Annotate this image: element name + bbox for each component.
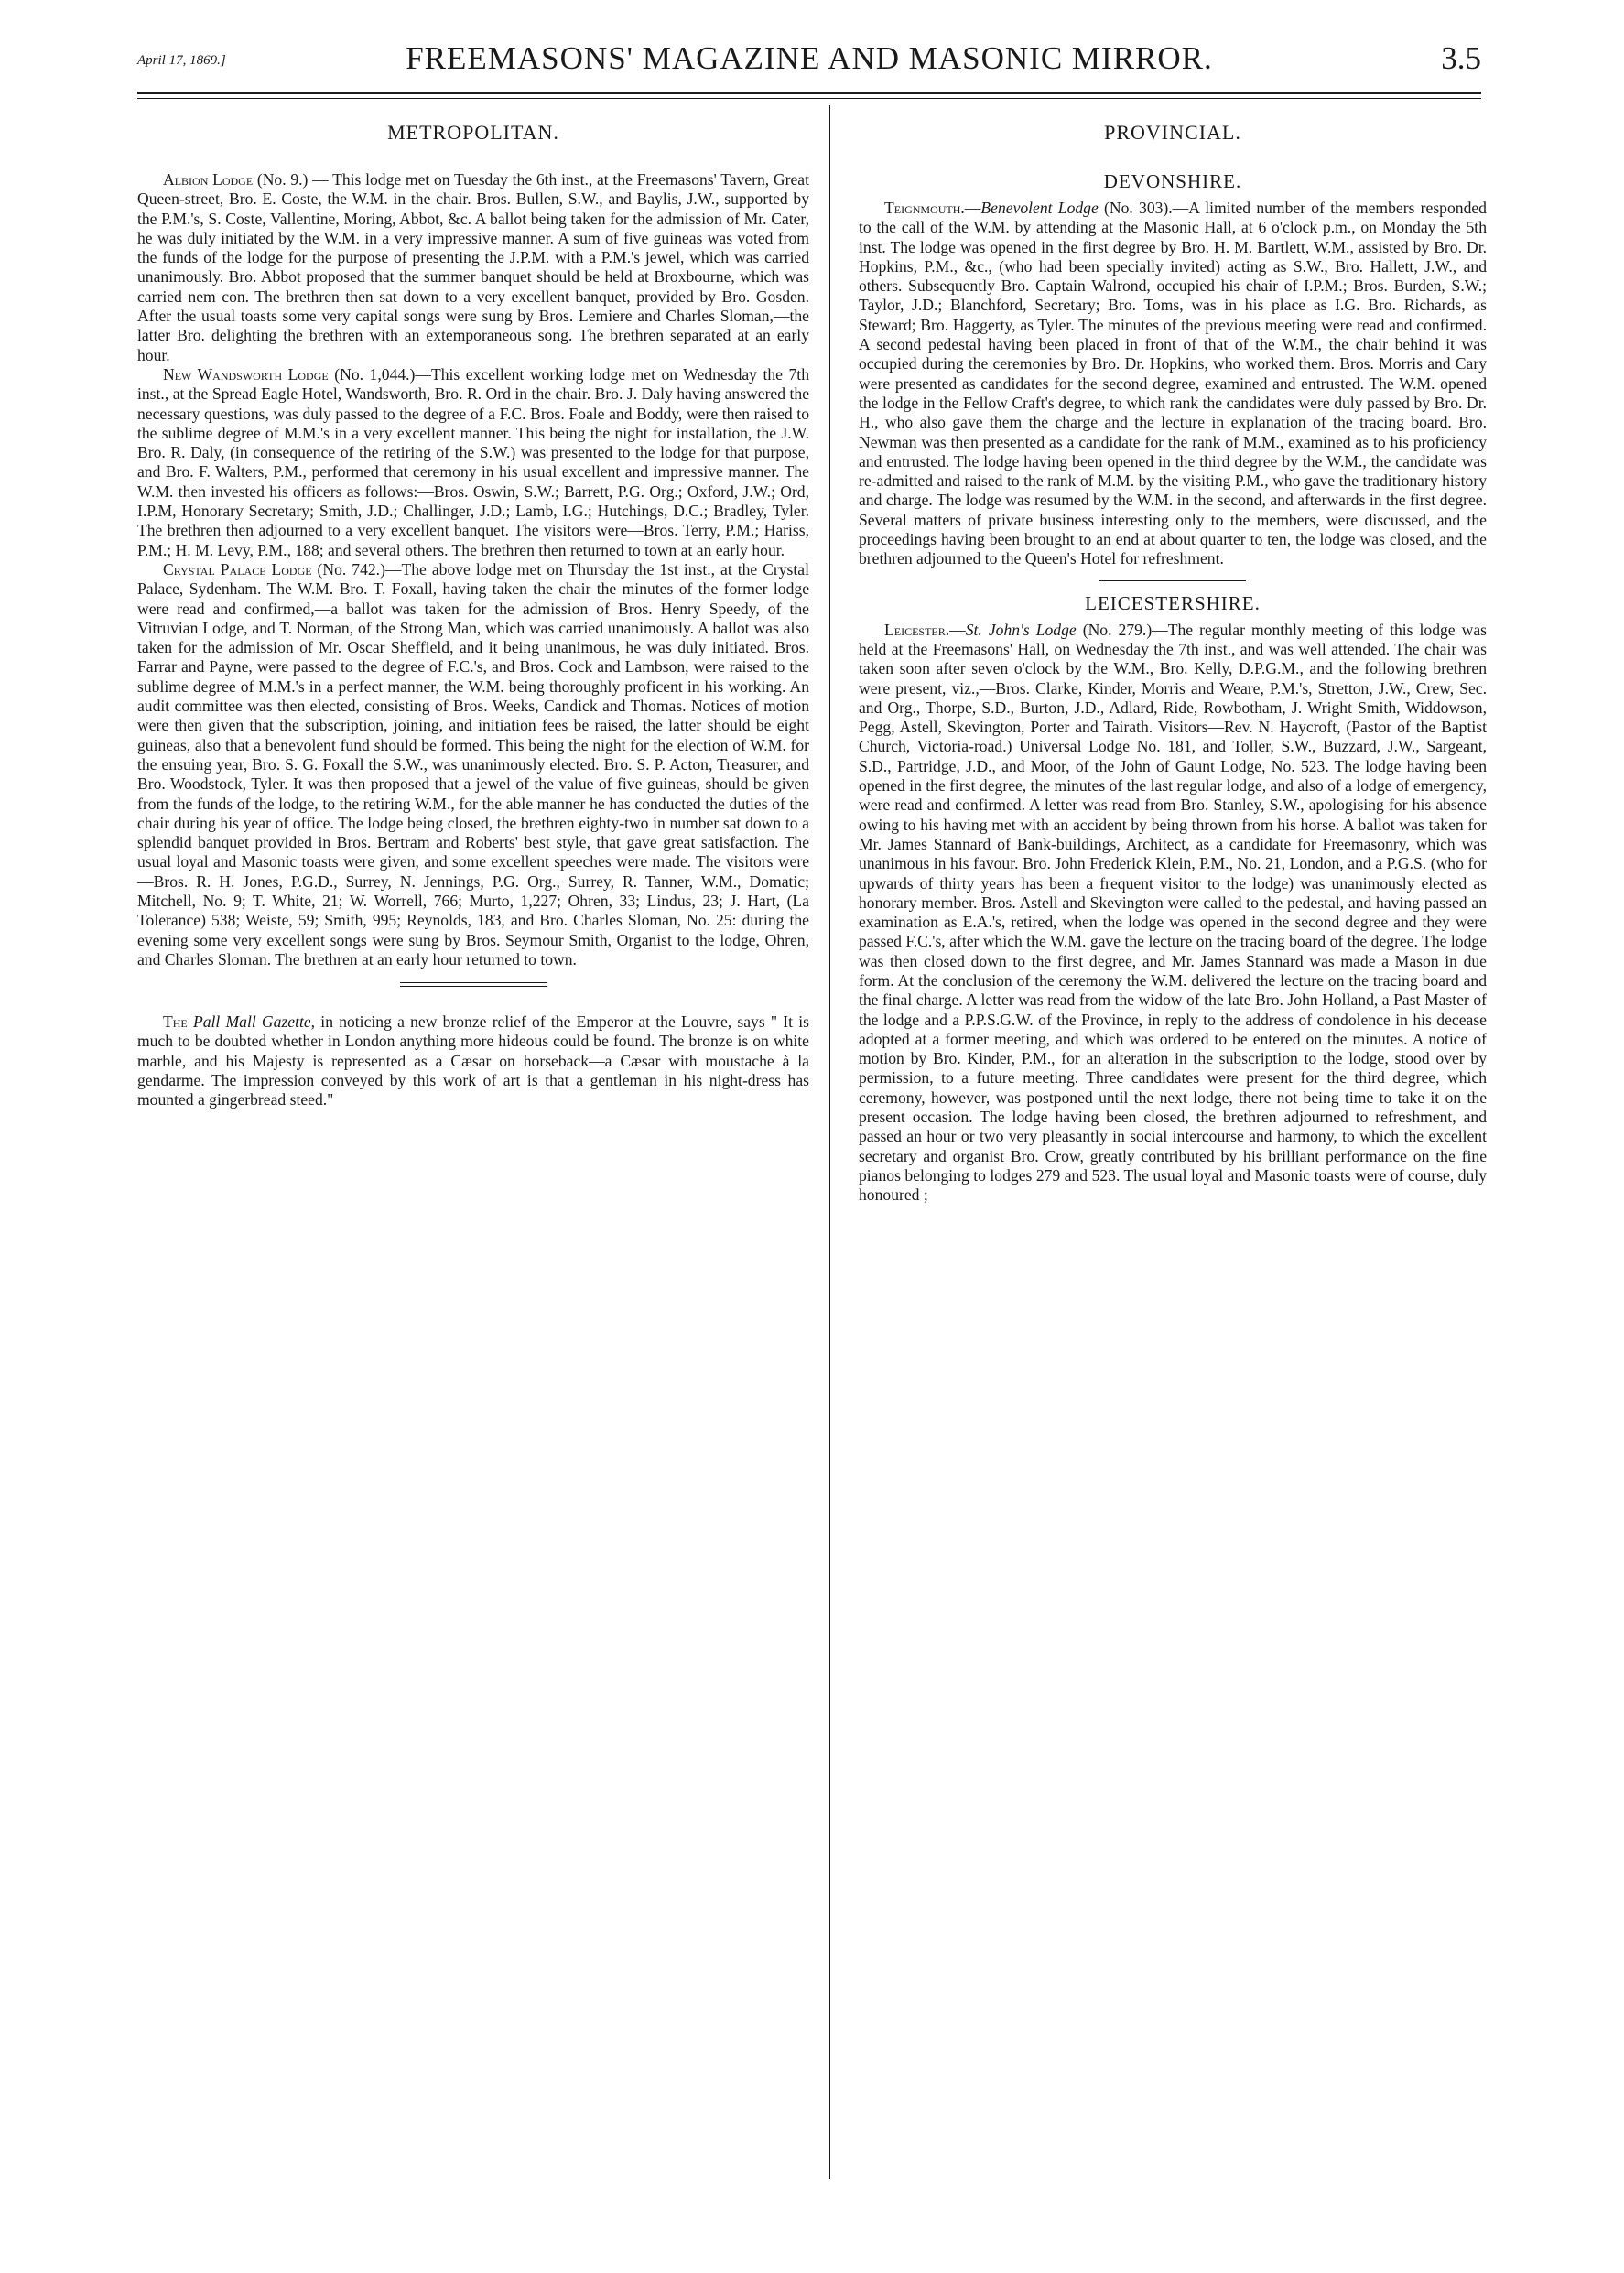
article-lead: New Wandsworth Lodge: [163, 364, 329, 384]
article-crystal-palace-lodge: [137, 560, 809, 969]
section-separator: [400, 982, 547, 987]
header-rule-thin: [137, 98, 1481, 99]
page-header: [137, 40, 1481, 81]
sub-title-leicestershire: LEICESTERSHIRE.: [1085, 591, 1261, 614]
article-pall-mall-note: [137, 1012, 809, 1109]
note-lead: The: [163, 1012, 188, 1032]
column-divider: [829, 105, 830, 2179]
sub-title-devonshire: DEVONSHIRE.: [1103, 170, 1242, 192]
page-number: 3.5: [1441, 40, 1481, 76]
note-lead-italic: Pall Mall Gazette,: [187, 1012, 316, 1032]
article-lead: Leicester.—: [884, 620, 966, 639]
section-separator: [1099, 580, 1246, 581]
article-devonshire: [859, 199, 1487, 569]
article-new-wandsworth-lodge: [137, 365, 809, 560]
article-body: (No. 742.)—The above lodge met on Thursday the 1st inst., at the Crystal Palace, Sydenham. The W.M. Bro. T. Foxall, having taken the chair the minutes of the former lodge were read and confirmed,—a ballot was taken for the admission of Bros. Henry Speedy, of the Vitruvian Lodge, and T. Norman, of the Strong Man, which was carried unanimously. A ballot was also taken for the admission of Mr. Oscar Sheffield, and it being unanimous, he was duly initiated. Bros. Farrar and Payne, were passed to the degree of F.C.'s, and Bros. Cock and Lambson, were raised to the sublime degree of M.M.'s in a perfect manner, the W.M. being thoroughly proficent in his working. An audit committee was then elected, consisting of Bros. Weeks, Candick and Thomas. Notices of motion were then given that the subscription, joining, and initiation fees be raised, the latter should be eight guineas, also that a benevolent fund should be formed. This being the night for the election of W.M. for the ensuing year, Bro. S. G. Foxall the S.W., was unanimously elected. Bro. S. P. Acton, Treasurer, and Bro. Woodstock, Tyler. It was then proposed that a jewel of the value of five guineas, should be given from the funds of the lodge, to the retiring W.M., for the able manner he has conducted the duties of the chair during his year of office. The lodge being closed, the brethren eighty-two in number sat down to a splendid banquet provided in Bros. Bertram and Roberts' best style, that gave great satisfaction. The usual loyal and Masonic toasts were given, and some excellent speeches were made. The visitors were—Bros. R. H. Jones, P.G.D., Surrey, N. Jennings, P.G. Org., Surrey, R. Tanner, W.M., Domatic; Mitchell, No. 9; T. White, 21; W. Worrell, 766; Murto, 1,227; Ohren, 33; Lindus, 23; J. Hart, (La Tolerance) 538; Weiste, 59; Smith, 995; Reynolds, 183, and Bro. Charles Sloman, No. 25: during the evening some very excellent songs were sung by Bros. Seymour Smith, Organist to the lodge, Ohren, and Charles Sloman. The brethren at an early hour returned to town.: [137, 559, 809, 969]
masthead-title: FREEMASONS' MAGAZINE AND MASONIC MIRROR.: [406, 40, 1213, 76]
right-column: [859, 114, 1487, 1206]
article-body: (No. 9.) — This lodge met on Tuesday the 6th inst., at the Freemasons' Tavern, Great Queen-street, Bro. E. Coste, the W.M. in the chair. Bros. Bullen, S.W., and Baylis, J.W., supported by the P.M.'s, S. Coste, Vallentine, Moring, Abbot, &c. A ballot being taken for the admission of Mr. Cater, he was duly initiated by the W.M. in a very impressive manner. A sum of five guineas was voted from the funds of the lodge for the purpose of presenting the J.P.M. with a P.M.'s jewel, which was carried unanimously. Bro. Abbot proposed that the summer banquet should be held at Broxbourne, which was carried nem con. The brethren then sat down to a very excellent banquet, provided by Bro. Gosden. After the usual toasts some very capital songs were sung by Bros. Lemiere and Charles Sloman,—the latter Bro. delighting the brethren with an extemporaneous song. The brethren separated at an early hour.: [137, 170, 809, 364]
article-albion-lodge: [137, 170, 809, 365]
note-body: in noticing a new bronze relief of the Emperor at the Louvre, says " It is much to be doubted whether in London anything more hideous could be found. The bronze is on white marble, and his Majesty is represented as a Cæsar on horseback—a Cæsar with moustache à la gendarme. The impression conveyed by this work of art is that a gentleman in his night-dress has mounted a gingerbread steed.": [137, 1012, 810, 1109]
article-lead: Crystal Palace Lodge: [163, 559, 312, 579]
section-title-provincial: PROVINCIAL.: [1104, 121, 1241, 144]
article-lead-italic: Benevolent Lodge: [980, 199, 1099, 217]
left-column: [137, 114, 809, 1110]
article-body: (No. 279.)—The regular monthly meeting of this lodge was held at the Freemasons' Hall, on Wednesday the 7th inst., and was well attended. The chair was taken soon after seven o'clock by the W.M., Bro. Kelly, D.P.G.M., and the following brethren were present, viz.,—Bros. Clarke, Kinder, Morris and Weare, P.M.'s, Stretton, J.W., Crew, Sec. and Org., Thorpe, S.D., Burton, J.D., Adlard, Ride, Rowbotham, J. Wright Smith, Widdowson, Pegg, Astell, Skevington, Porter and Tairath. Visitors—Rev. N. Haycroft, (Pastor of the Baptist Church, Victoria-road.) Universal Lodge No. 181, and Toller, S.W., Buzzard, J.W., Sargeant, S.D., Partridge, J.D., and Moor, of the John of Gaunt Lodge, No. 523. The lodge having been opened in the first degree, the minutes of the last regular lodge, and also of a lodge of emergency, were read and confirmed. A letter was read from Bro. Stanley, S.W., apologising for his absence owing to his having met with an accident by being thrown from his horse. A ballot was taken for Mr. James Stannard of Bank-buildings, Architect, as a candidate for Freemasonry, which was unanimous in his favour. Bro. John Frederick Klein, P.M., No. 21, London, and a P.G.S. (who for upwards of thirty years has been a frequent visitor to the lodge) was unanimously elected as honorary member. Bros. Astell and Skevington were called to the pedestal, and having passed an examination as E.A.'s, retired, when the lodge was opened in the second degree and they were passed F.C.'s, after which the W.M. gave the lecture on the tracing board of the degree. The lodge was then closed down to the first degree, and Mr. James Stannard was made a Mason in due form. At the conclusion of the ceremony the W.M. delivered the lecture on the tracing board and the final charge. A letter was read from the widow of the late Bro. John Holland, a Past Master of the lodge and a P.P.S.G.W. of the Province, in reply to the address of condolence in his decease adopted at a former meeting, and which was ordered to be entered on the minutes. A notice of motion by Bro. Kinder, P.M., for an alteration in the subscription to the lodge, stood over by permission, to a future meeting. Three candidates were present for the third degree, which ceremony, however, was postponed until the next lodge, there not being time to take it on the present occasion. The lodge having been closed, the brethren adjourned to refreshment, and passed an hour or two very pleasantly in social intercourse and harmony, to which the excellent secretary and organist Bro. Crow, greatly contributed by his brilliant performance on the fine pianos belonging to lodges 279 and 523. The usual loyal and Masonic toasts were of course, duly honoured ;: [859, 620, 1487, 1205]
header-rule-thick: [137, 92, 1481, 94]
article-lead: Albion Lodge: [163, 170, 254, 189]
article-body: (No. 303).—A limited number of the members responded to the call of the W.M. by attending at the Masonic Hall, at 6 o'clock p.m., on Monday the 5th inst. The lodge was opened in the first degree by Bro. H. M. Bartlett, W.M., assisted by Bro. Dr. Hopkins, P.M., &c., (who had been specially invited) acting as S.W., Bro. Hallett, J.W., and others. Subsequently Bro. Captain Walrond, occupied his chair of I.P.M.; Bros. Burden, S.W.; Taylor, J.D.; Blanchford, Secretary; Bro. Toms, was in his place as I.G. Bro. Richards, as Steward; Bro. Haggerty, as Tyler. The minutes of the previous meeting were read and confirmed. A second pedestal having been placed in front of that of the W.M., the chair behind it was occupied during the ceremonies by Bro. Dr. Hopkins, who worked them. Bros. Morris and Cary were presented as candidates for the second degree, examined and entrusted. The W.M. opened the lodge in the Fellow Craft's degree, to which rank the candidates were duly passed by Bro. Dr. H., who also gave them the charge and the lecture in explanation of the tracing board. Bro. Newman was then presented as a candidate for the rank of M.M., examined as to his proficiency and entrusted. The lodge having been opened in the third degree by the W.M., the candidate was re-admitted and raised to the rank of M.M. by the visiting P.M., who gave the traditionary history and charge. The lodge was resumed by the W.M. in the second, and afterwards in the first degree. Several matters of private business interesting only to the members, were discussed, and the proceedings having been brought to an end at about quarter to ten, the lodge was closed, and the brethren adjourned to the Queen's Hotel for refreshment.: [859, 199, 1487, 568]
article-leicestershire: [859, 621, 1487, 1206]
article-body: (No. 1,044.)—This excellent working lodge met on Wednesday the 7th inst., at the Spread Eagle Hotel, Wandsworth, Bro. R. Ord in the chair. Bro. J. Daly having answered the necessary questions, was duly passed to the degree of a F.C. Bros. Foale and Boddy, were then raised to the sublime degree of M.M.'s in a very excellent manner. This being the night for installation, the J.W. Bro. R. Daly, (in consequence of the retiring of the S.W.) was presented to the lodge for that purpose, and Bro. F. Walters, P.M., performed that ceremony in his usual excellent and impressive manner. The W.M. then invested his officers as follows:—Bros. Oswin, S.W.; Barrett, P.G. Org.; Oxford, J.W.; Ord, I.P.M, Honorary Secretary; Smith, J.D.; Challinger, J.D.; Lamb, I.G.; Hutchings, D.C.; Bradley, Tyler. The brethren then adjourned to a very excellent banquet. The visitors were—Bros. Terry, P.M.; Hariss, P.M.; H. M. Levy, P.M., 188; and several others. The brethren then returned to town at an early hour.: [137, 364, 809, 559]
article-lead: Teignmouth.—: [884, 199, 981, 217]
article-lead-italic: St. John's Lodge: [965, 620, 1077, 639]
section-title-metropolitan: METROPOLITAN.: [387, 121, 559, 144]
issue-date: April 17, 1869.]: [137, 53, 226, 68]
